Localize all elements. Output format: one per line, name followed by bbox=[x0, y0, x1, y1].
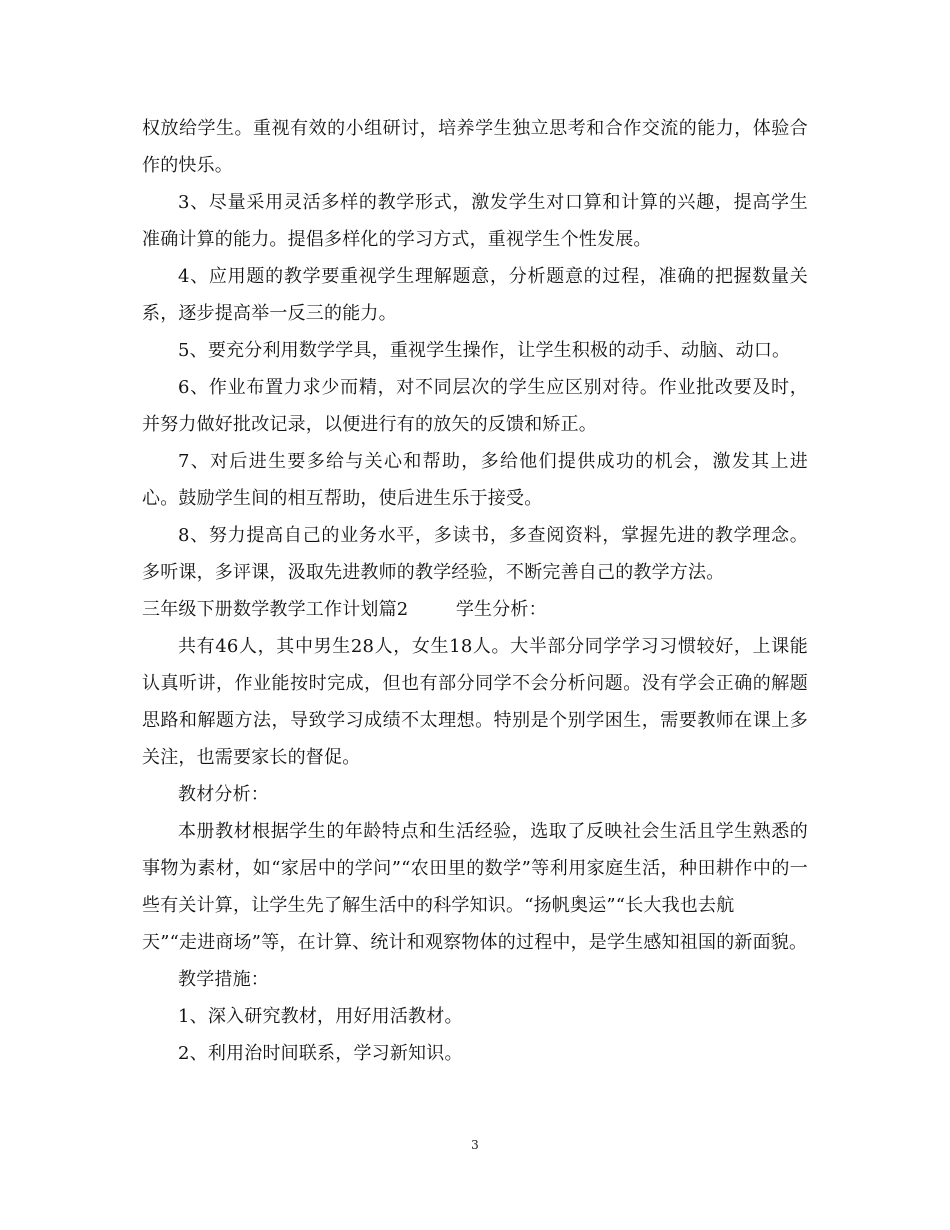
document-body bbox=[142, 110, 808, 1072]
textbook-analysis-paragraph-continued: 天”“走进商场”等，在计算、统计和观察物体的过程中，是学生感知祖国的新面貌。 bbox=[142, 932, 808, 953]
measure-item-8: 8、努力提高自己的业务水平，多读书，多查阅资料，掌握先进的教学理念。多听课，多评课，汲取先进教师的教学经验，不断完善自己的教学方法。 bbox=[142, 525, 808, 583]
teaching-measure-2: 2、利用治时间联系，学习新知识。 bbox=[178, 1043, 463, 1064]
teaching-measures-heading: 教学措施： bbox=[178, 969, 269, 990]
student-analysis-heading: 学生分析： bbox=[455, 599, 547, 620]
teaching-measure-1: 1、深入研究教材，用好用活教材。 bbox=[178, 1006, 463, 1027]
section-title: 三年级下册数学教学工作计划篇2 bbox=[142, 599, 409, 620]
measure-item-6: 6、作业布置力求少而精，对不同层次的学生应区别对待。作业批改要及时，并努力做好批改记录，以便进行有的放矢的反馈和矫正。 bbox=[142, 377, 808, 435]
continued-paragraph: 权放给学生。重视有效的小组研讨，培养学生独立思考和合作交流的能力，体验合作的快乐。 bbox=[142, 118, 808, 176]
measure-item-4: 4、应用题的教学要重视学生理解题意，分析题意的过程，准确的把握数量关系，逐步提高举一反三的能力。 bbox=[142, 266, 808, 324]
textbook-analysis-paragraph: 本册教材根据学生的年龄特点和生活经验，选取了反映社会生活且学生熟悉的事物为素材，如“家居中的学问”“农田里的数学”等利用家庭生活，种田耕作中的一些有关计算，让学生先了解生活中的科学知识。“扬帆奥运”“长大我也去航 bbox=[142, 821, 808, 916]
student-analysis-paragraph: 共有46人，其中男生28人，女生18人。大半部分同学学习习惯较好，上课能认真听讲，作业能按时完成，但也有部分同学不会分析问题。没有学会正确的解题思路和解题方法，导致学习成绩不太理想。特别是个别学困生，需要教师在课上多关注，也需要家长的督促。 bbox=[142, 636, 808, 768]
measure-item-3: 3、尽量采用灵活多样的教学形式，激发学生对口算和计算的兴趣，提高学生准确计算的能力。提倡多样化的学习方式，重视学生个性发展。 bbox=[142, 192, 808, 250]
page-number: 3 bbox=[471, 1138, 479, 1152]
section-title-line bbox=[142, 591, 808, 628]
textbook-analysis-heading: 教材分析： bbox=[178, 784, 269, 805]
measure-item-7: 7、对后进生要多给与关心和帮助，多给他们提供成功的机会，激发其上进心。鼓励学生间的相互帮助，使后进生乐于接受。 bbox=[142, 451, 808, 509]
measure-item-5: 5、要充分利用数学学具，重视学生操作，让学生积极的动手、动脑、动口。 bbox=[178, 340, 791, 361]
